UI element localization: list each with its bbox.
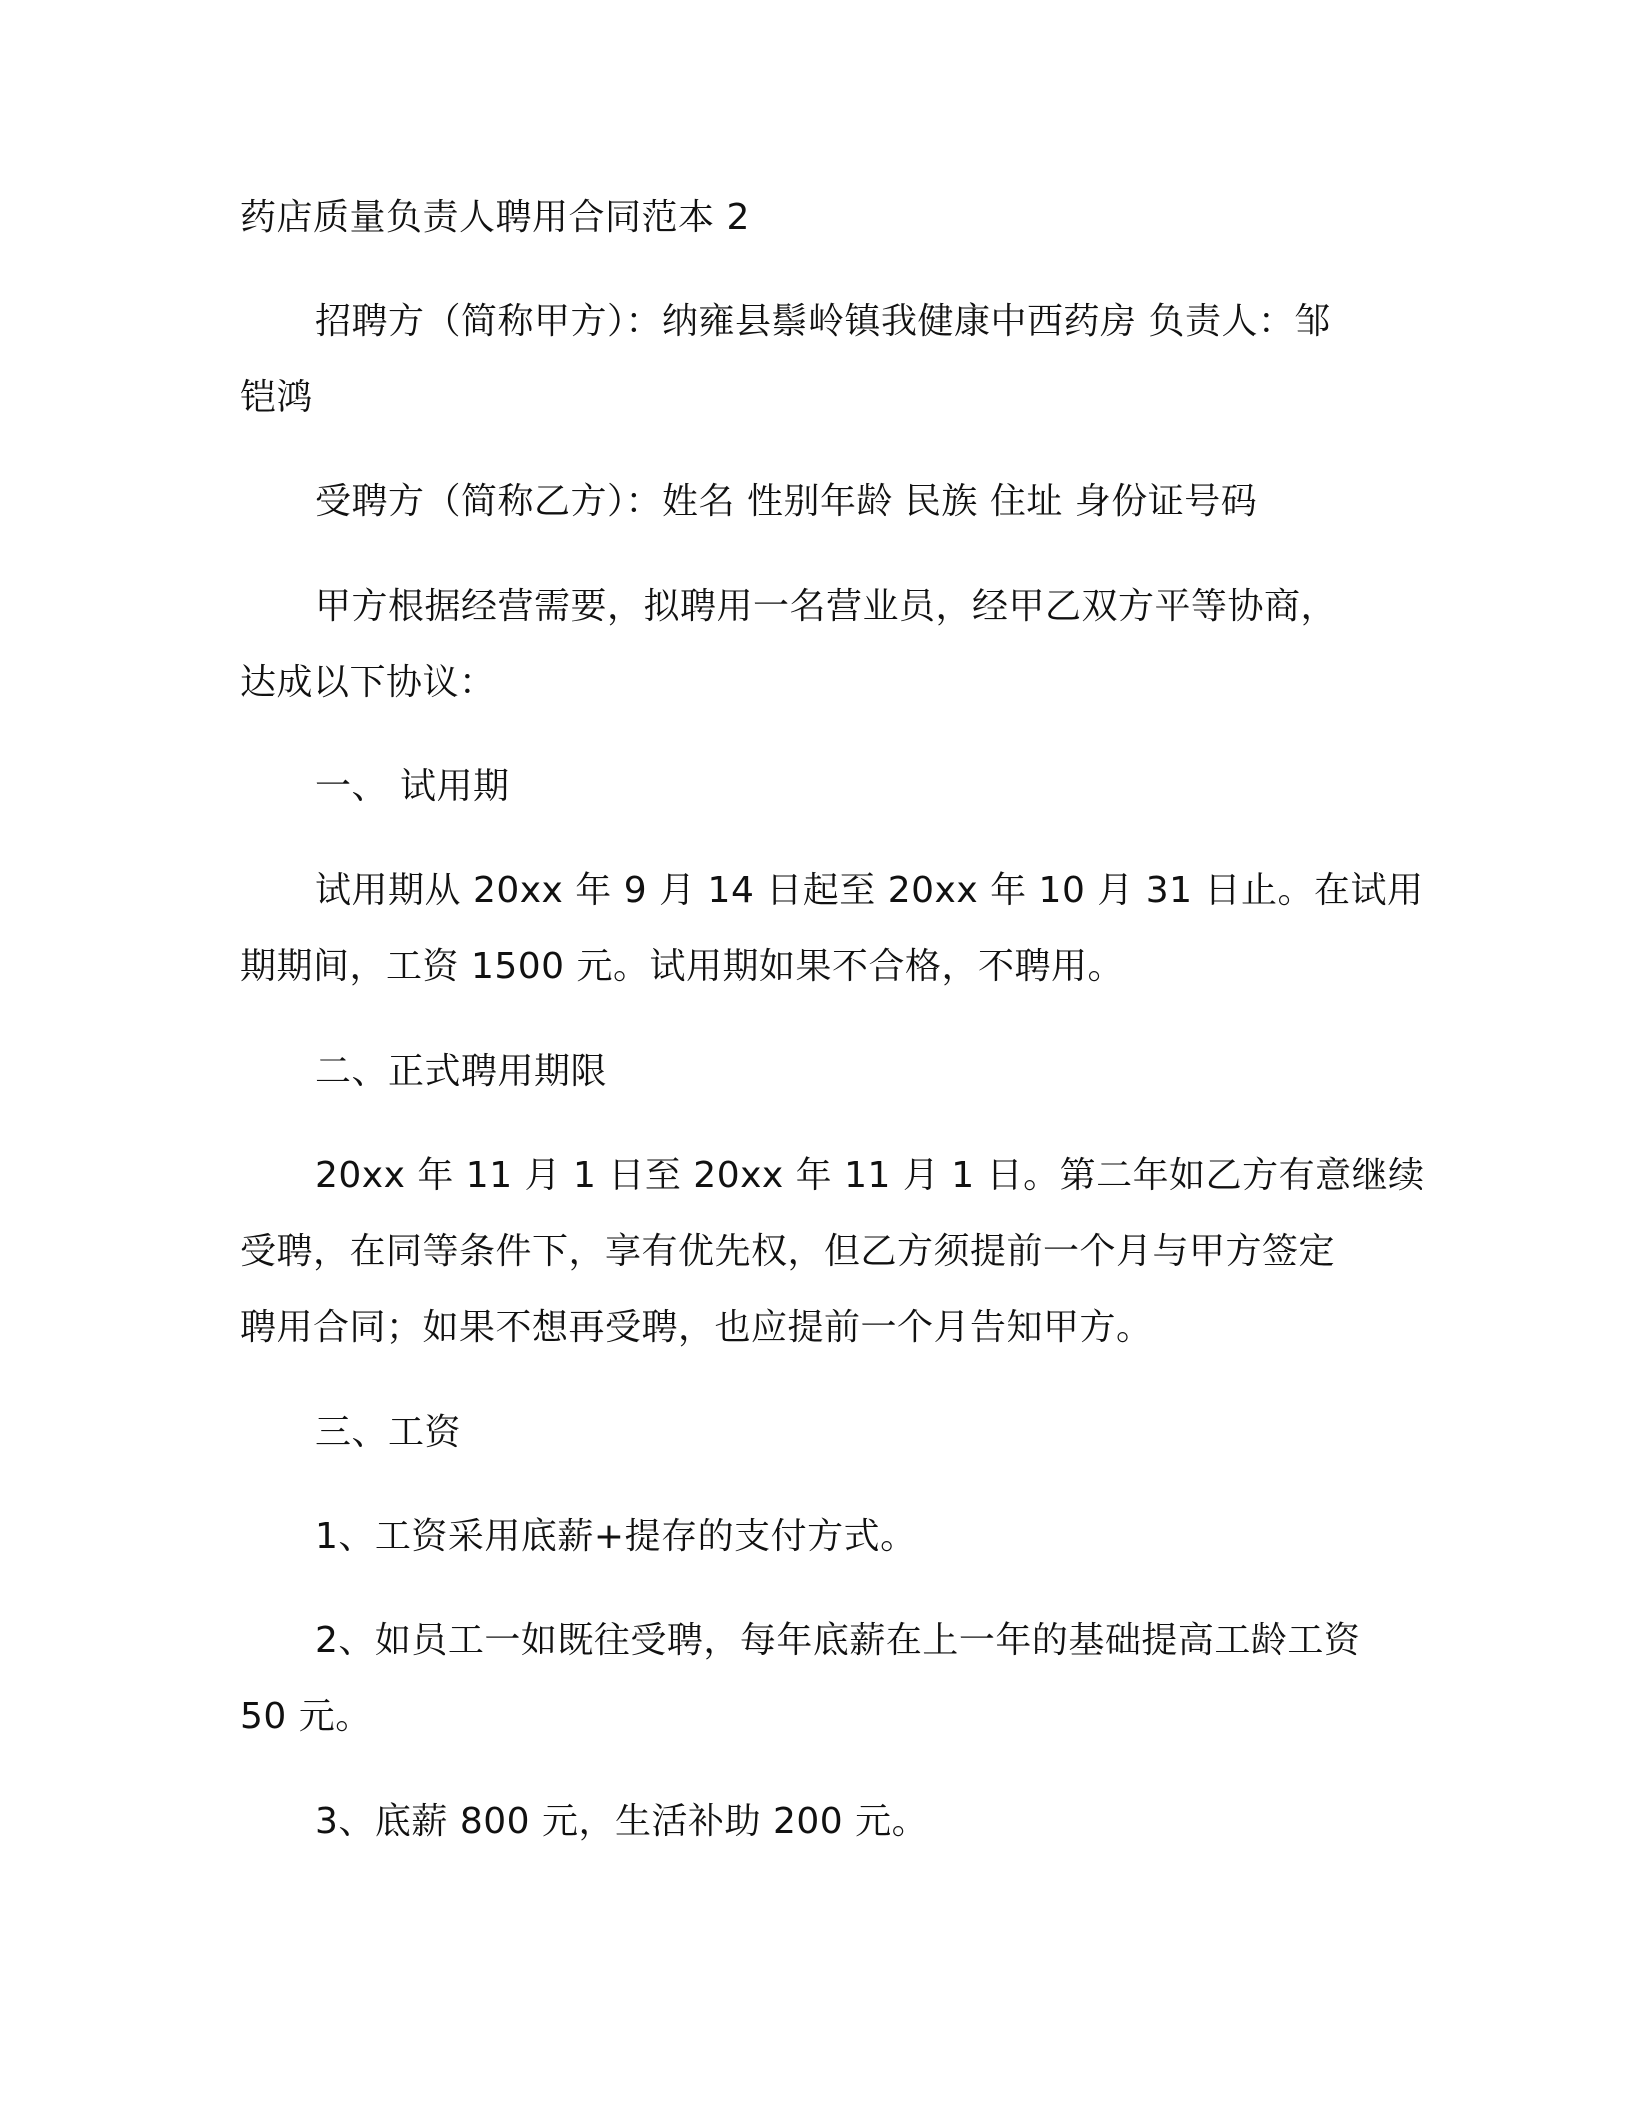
section-2-heading: 二、正式聘用期限: [315, 1051, 608, 1092]
section-2-line-2: 受聘，在同等条件下，享有优先权，但乙方须提前一个月与甲方签定: [240, 1231, 1336, 1272]
section-1-line-2: 期期间，工资 1500 元。试用期如果不合格，不聘用。: [240, 946, 1125, 987]
section-3-heading: 三、工资: [315, 1412, 462, 1453]
section-1-line-1: 试用期从 20xx 年 9 月 14 日起至 20xx 年 10 月 31 日止。在试用: [315, 870, 1424, 911]
section-1-heading: 一、 试用期: [315, 766, 510, 807]
salary-item-2-line-2: 50 元。: [240, 1696, 372, 1737]
party-b-line: 受聘方（简称乙方）：姓名 性别年龄 民族 住址 身份证号码: [315, 481, 1258, 522]
intro-line-1: 甲方根据经营需要，拟聘用一名营业员，经甲乙双方平等协商，: [315, 586, 1338, 627]
salary-item-1: 1、工资采用底薪+提存的支付方式。: [315, 1516, 917, 1557]
section-2-line-3: 聘用合同；如果不想再受聘，也应提前一个月告知甲方。: [240, 1307, 1153, 1348]
salary-item-3: 3、底薪 800 元，生活补助 200 元。: [315, 1801, 929, 1842]
document-title: 药店质量负责人聘用合同范本 2: [240, 197, 750, 238]
party-a-line-2: 铠鸿: [240, 377, 314, 418]
intro-line-2: 达成以下协议：: [240, 662, 496, 703]
section-2-line-1: 20xx 年 11 月 1 日至 20xx 年 11 月 1 日。第二年如乙方有意继续: [315, 1155, 1425, 1196]
salary-item-2-line-1: 2、如员工一如既往受聘，每年底薪在上一年的基础提高工龄工资: [315, 1620, 1361, 1661]
party-a-line-1: 招聘方（简称甲方）：纳雍县鬃岭镇我健康中西药房 负责人：邹: [315, 301, 1331, 342]
